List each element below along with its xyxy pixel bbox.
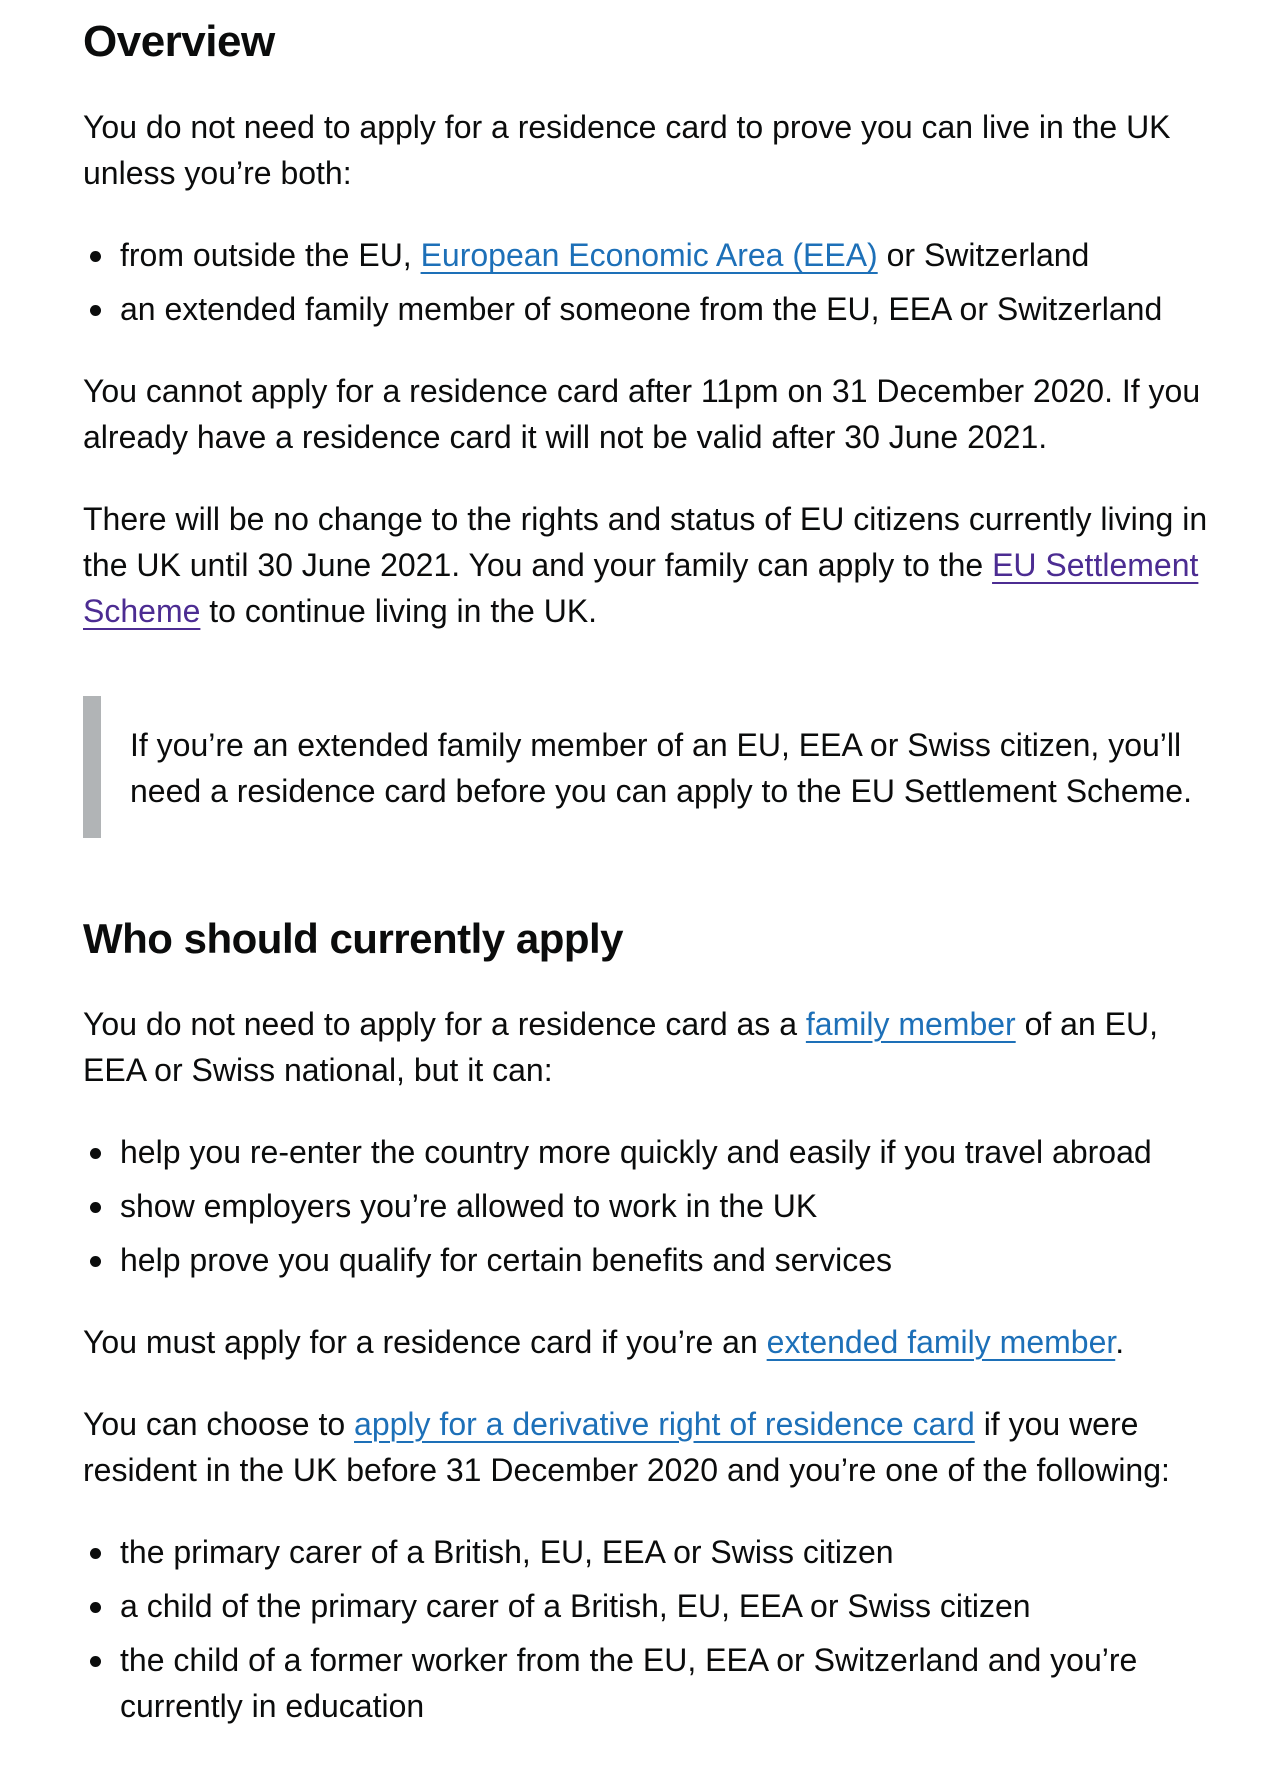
must-apply-after: . — [1115, 1323, 1125, 1360]
derivative-after: if you were resident in the UK before 31 December 2020 and you’re one of the following: — [83, 1405, 1170, 1488]
bullet-icon — [90, 1148, 101, 1159]
overview-conditions-list — [83, 232, 1224, 332]
rights-text-before: There will be no change to the rights and status of EU citizens currently living in the UK until 30 June 2021. You and your family can apply to the — [83, 501, 1208, 584]
extended-family-member-link[interactable]: extended family member — [766, 1323, 1116, 1360]
list-item-text: an extended family member of someone from the EU, EEA or Switzerland — [120, 291, 1163, 328]
list-item-text: help you re-enter the country more quickly and easily if you travel abroad — [120, 1133, 1152, 1170]
bullet-icon — [90, 305, 101, 316]
derivative-before: You can choose to — [83, 1405, 355, 1442]
list-item — [83, 1637, 1224, 1729]
rights-paragraph — [83, 496, 1224, 634]
bullet-icon — [90, 1548, 101, 1559]
who-intro-before: You do not need to apply for a residence card as a — [83, 1005, 806, 1042]
list-item — [83, 1237, 1224, 1283]
inset-text-content: If you’re an extended family member of an EU, EEA or Swiss citizen, you’ll need a residence card before you can apply to the EU Settlement Scheme. — [130, 727, 1192, 810]
list-item-text: a child of the primary carer of a British, EU, EEA or Swiss citizen — [120, 1587, 1031, 1624]
list-item — [83, 1129, 1224, 1175]
list-item — [83, 286, 1224, 332]
who-intro-after: of an EU, EEA or Swiss national, but it can: — [83, 1005, 1158, 1088]
list-item — [83, 1583, 1224, 1629]
bullet-icon — [90, 1256, 101, 1267]
deadline-paragraph: You cannot apply for a residence card after 11pm on 31 December 2020. If you already have a residence card it will not be valid after 30 June 2021. — [83, 373, 1201, 456]
list-item-text: help prove you qualify for certain benefits and services — [120, 1241, 892, 1278]
bullet-icon — [90, 1602, 101, 1613]
eu-settlement-scheme-link[interactable]: EU Settlement Scheme — [83, 547, 1199, 630]
rights-text-after: to continue living in the UK. — [200, 593, 598, 630]
list-item — [83, 1183, 1224, 1229]
bullet-icon — [90, 1202, 101, 1213]
who-should-apply-heading: Who should currently apply — [83, 915, 624, 963]
list-item — [83, 1529, 1224, 1575]
derivative-right-link[interactable]: apply for a derivative right of residence card — [354, 1405, 975, 1442]
list-item — [83, 232, 1224, 278]
must-apply-before: You must apply for a residence card if you’re an — [83, 1323, 767, 1360]
list-item-text: show employers you’re allowed to work in the UK — [120, 1187, 818, 1224]
must-apply-paragraph — [83, 1319, 1224, 1365]
inset-text — [83, 696, 1224, 838]
list-item-text-after: or Switzerland — [877, 237, 1090, 274]
carers-list — [83, 1529, 1224, 1729]
bullet-icon — [90, 251, 101, 262]
overview-intro: You do not need to apply for a residence card to prove you can live in the UK unless you’re both: — [83, 109, 1171, 192]
list-item-text-before: from outside the EU, — [120, 237, 421, 274]
family-member-link[interactable]: family member — [805, 1005, 1016, 1042]
bullet-icon — [90, 1656, 101, 1667]
who-intro — [83, 1001, 1224, 1093]
derivative-paragraph — [83, 1401, 1224, 1493]
benefits-list — [83, 1129, 1224, 1283]
list-item-text: the child of a former worker from the EU, EEA or Switzerland and you’re currently in education — [120, 1641, 1138, 1724]
list-item-text: the primary carer of a British, EU, EEA or Swiss citizen — [120, 1533, 894, 1570]
overview-heading: Overview — [83, 17, 275, 66]
eea-link[interactable]: European Economic Area (EEA) — [420, 237, 878, 274]
